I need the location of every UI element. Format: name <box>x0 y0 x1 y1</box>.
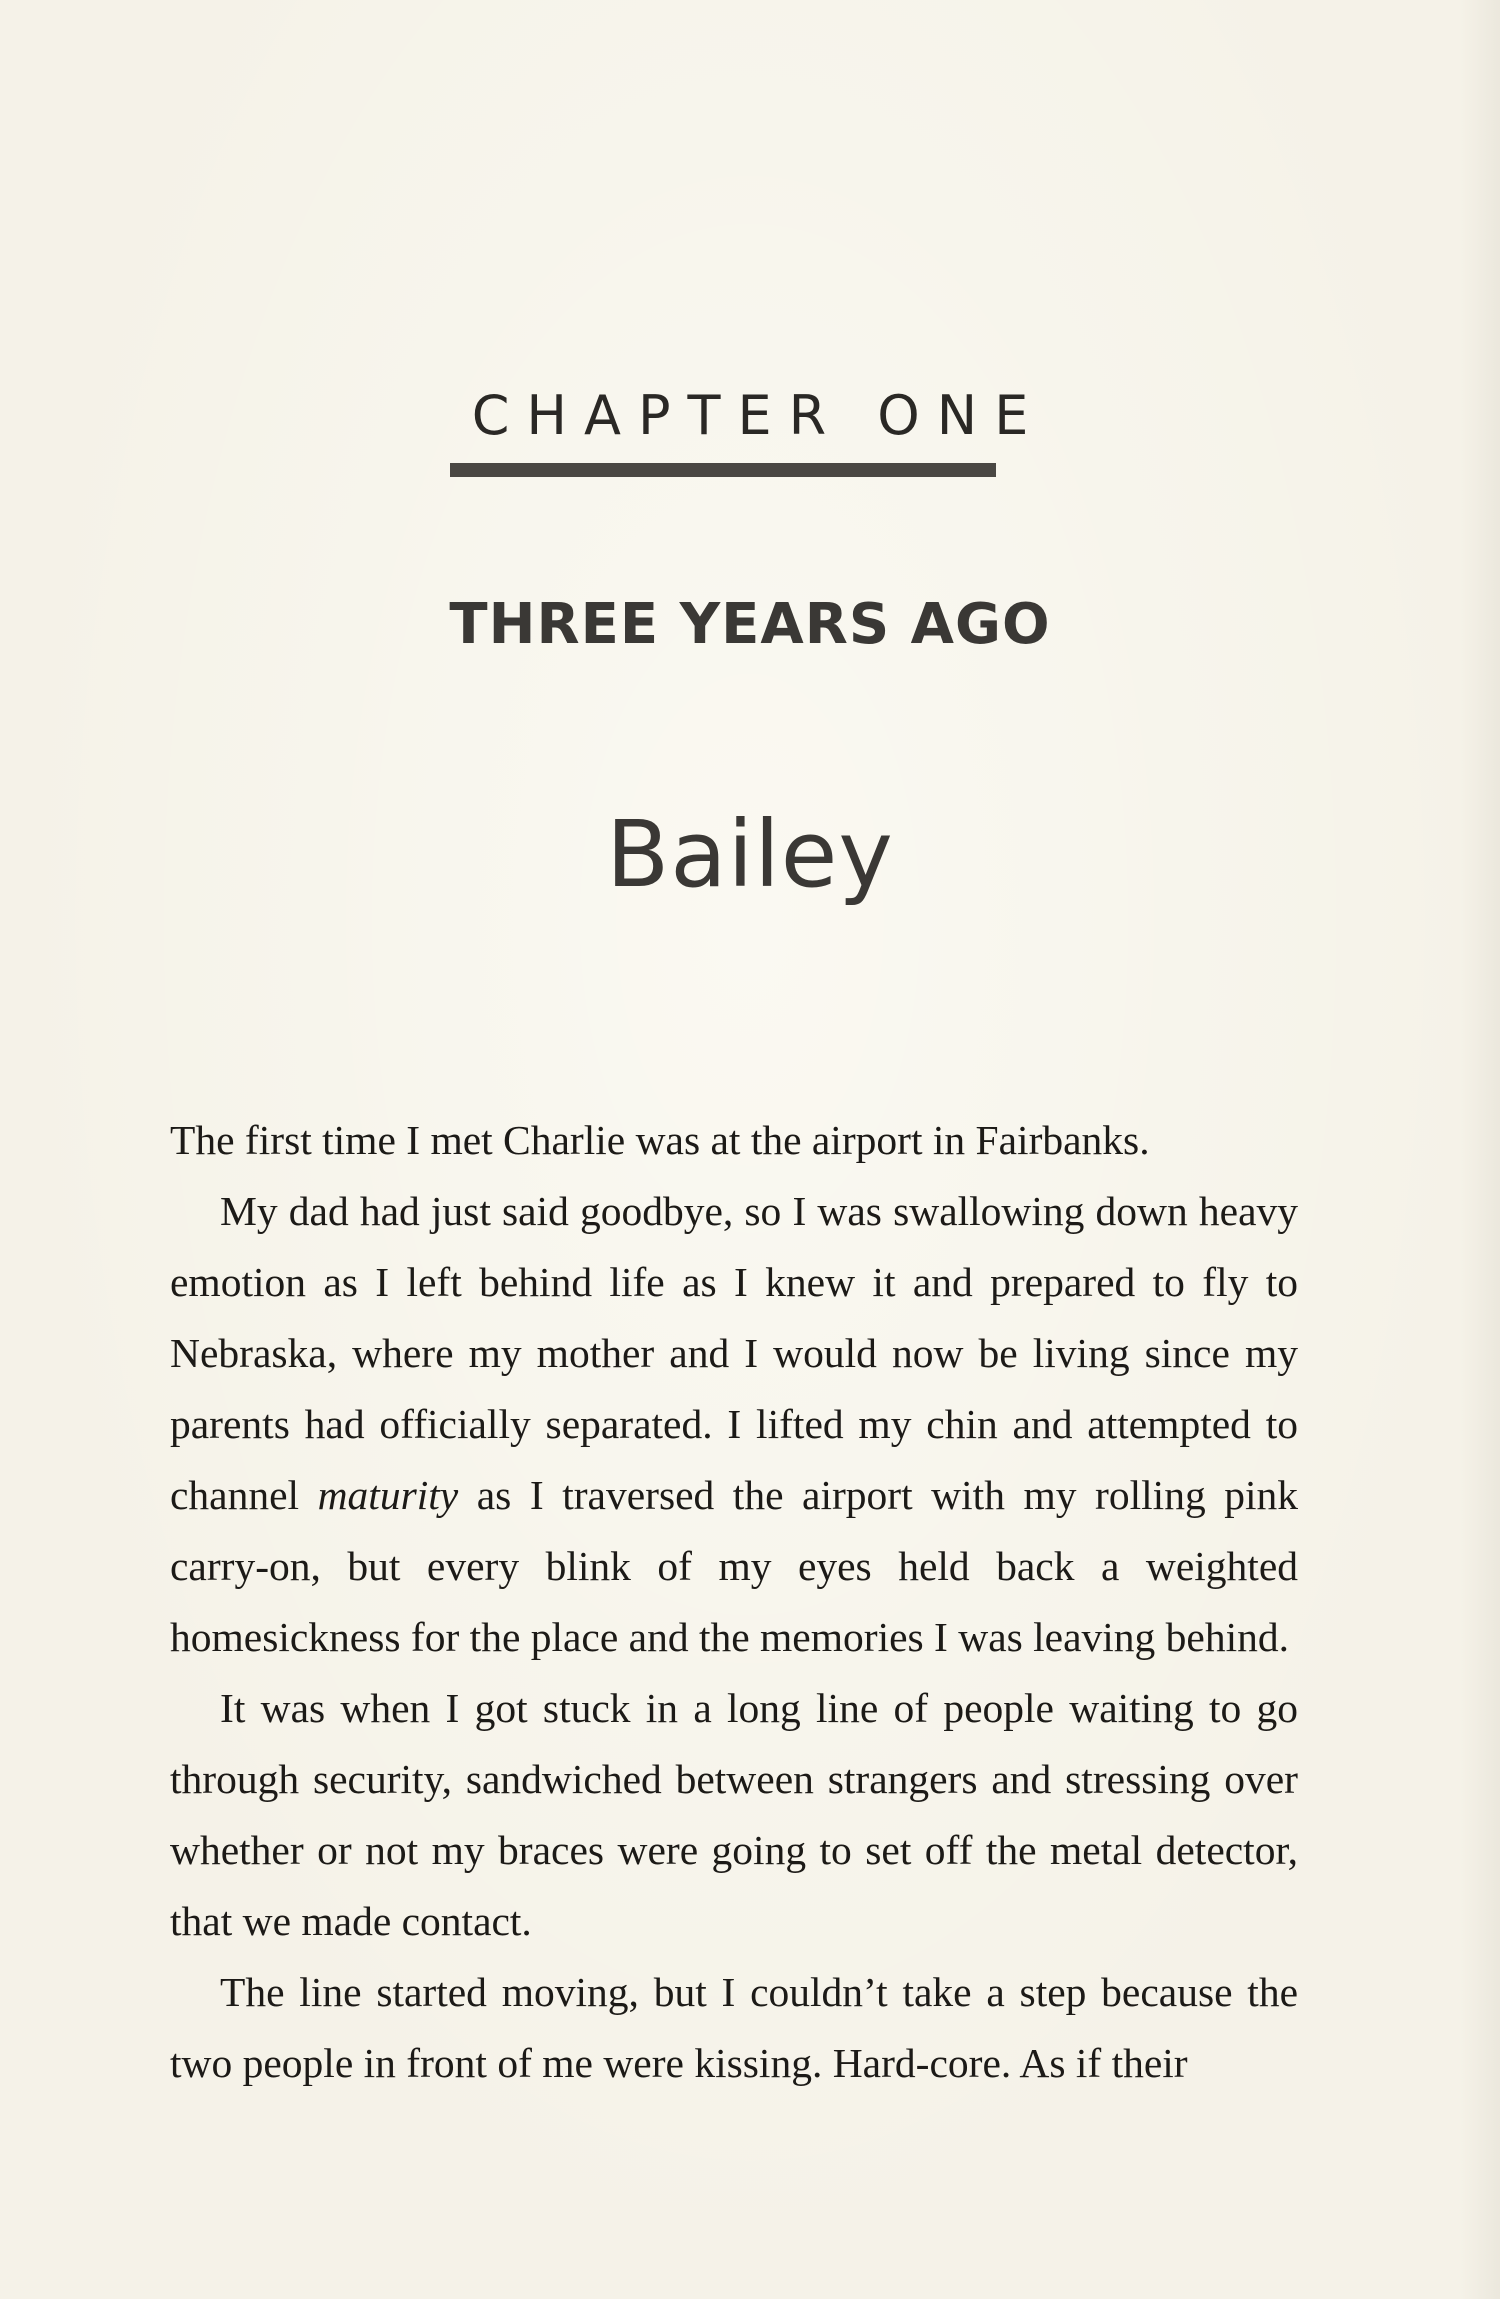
page-edge-shadow <box>1460 0 1500 2299</box>
paragraph-1: The first time I met Charlie was at the airport in Fairbanks. <box>170 1117 1150 1163</box>
paragraph-2-text-end: as I traversed the airport with my rolling pink carry-on, but every blink of my eyes held back a weighted homesickness for the place and the memories I was leaving behind. <box>170 1472 1298 1660</box>
paragraph-2-text-start: My dad had just said goodbye, so I was swallowing down heavy emotion as I left behind life as I knew it and prepared to fly to Nebraska, where my mother and I would now be living since my parents had officially separated. I lifted my chin and attempted to channel <box>170 1188 1298 1518</box>
chapter-label: CHAPTER ONE <box>471 384 1046 447</box>
paragraph-3: It was when I got stuck in a long line of people waiting to go through security, sandwiched between strangers and stressing over whether or not my braces were going to set off the metal detector, that we made contact. <box>170 1685 1298 1944</box>
body-text <box>170 1105 1298 2099</box>
chapter-rule-divider <box>450 463 996 477</box>
paragraph-4: The line started moving, but I couldn’t take a step because the two people in front of me were kissing. Hard-core. As if their <box>170 1969 1298 2086</box>
paragraph-2 <box>170 1176 1298 1673</box>
paragraph-2-italic-word: maturity <box>317 1472 459 1518</box>
section-title: THREE YEARS AGO <box>449 592 1051 657</box>
pov-character-name: Bailey <box>606 801 894 908</box>
